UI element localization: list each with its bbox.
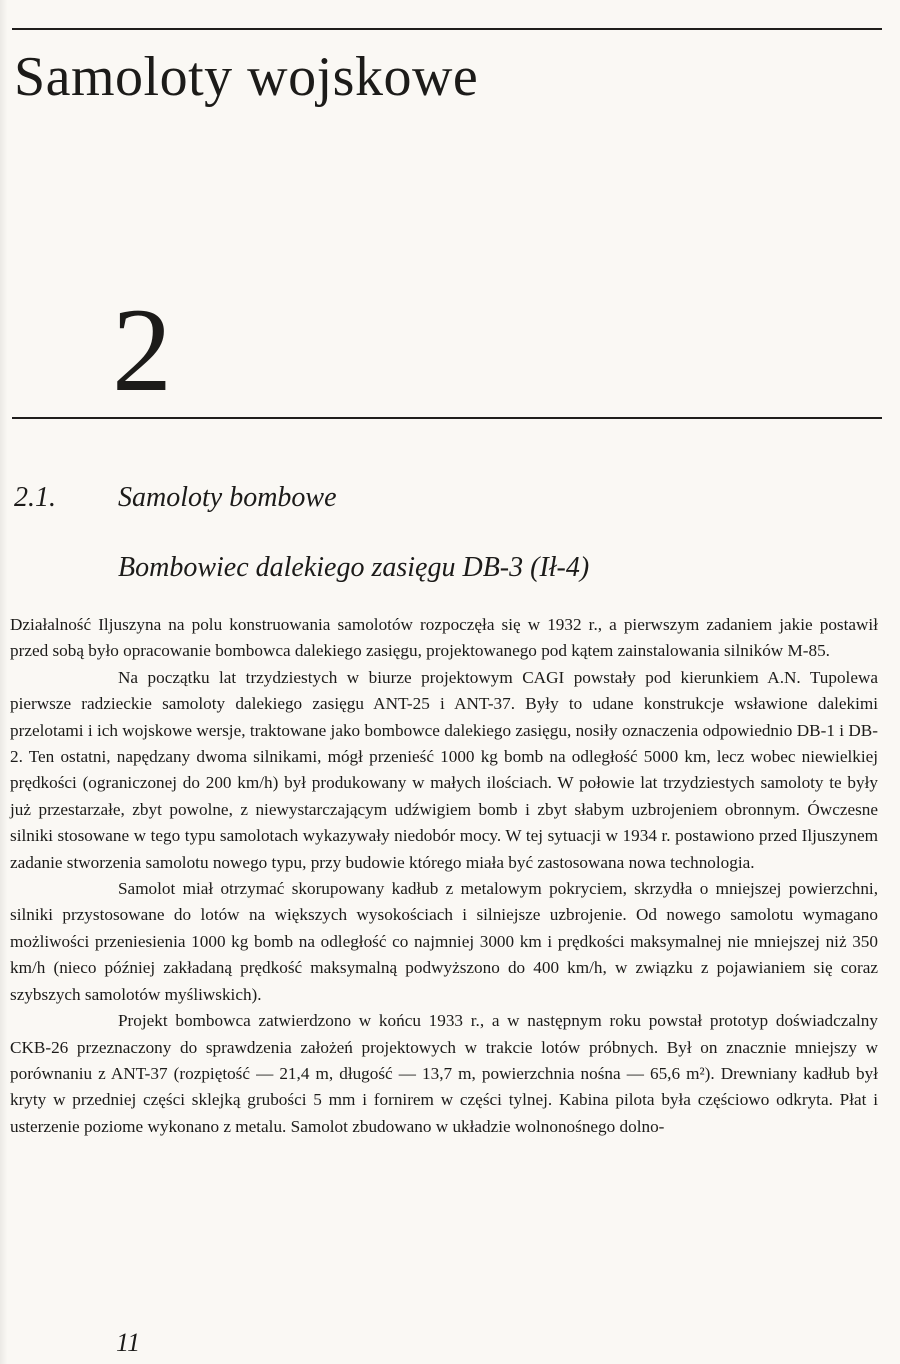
- paragraph: Samolot miał otrzymać skorupowany kadłub z metalowym pokryciem, skrzydła o mniejszej powierzchni, silniki przystosowane do lotów na większych wysokościach i silniejsze uzbrojenie. Od nowego samolotu wymagano możliwości przeniesienia 1000 kg bomb na odległość co najmniej 3000 km i prędkości maksymalnej nie mniejszej niż 350 km/h (nieco później zakładaną prędkość maksymalną podwyższono do 400 km/h, w związku z pojawianiem się coraz szybszych samolotów myśliwskich).: [10, 879, 878, 1004]
- page-edge-shadow: [0, 0, 8, 1364]
- subsection-heading: Bombowiec dalekiego zasięgu DB-3 (Ił-4): [118, 552, 590, 583]
- section-heading: [14, 478, 337, 518]
- body-text: [10, 612, 878, 1140]
- chapter-rule: [12, 417, 882, 419]
- section-number: 2.1.: [14, 482, 56, 513]
- top-rule: [12, 28, 882, 30]
- paragraph: Na początku lat trzydziestych w biurze projektowym CAGI powstały pod kierunkiem A.N. Tupolewa pierwsze radzieckie samoloty dalekiego zasięgu ANT-25 i ANT-37. Były to udane konstrukcje wsławione dalekimi przelotami i ich wojskowe wersje, traktowane jako bombowce dalekiego zasięgu, nosiły oznaczenia odpowiednio DB-1 i DB-2. Ten ostatni, napędzany dwoma silnikami, mógł przenieść 1000 kg bomb na odległość 5000 km, lecz wobec niewielkiej prędkości (ograniczonej do 200 km/h) był produkowany w małych ilościach. W połowie lat trzydziestych samoloty te były już przestarzałe, zbyt powolne, z niewystarczającym udźwigiem bomb i zbyt słabym uzbrojeniem obronnym. Ówczesne silniki stosowane w tego typu samolotach wykazywały niedobór mocy. W tej sytuacji w 1934 r. postawiono przed Iljuszynem zadanie stworzenia samolotu nowego typu, przy budowie którego miała być zastosowana nowa technologia.: [10, 667, 878, 872]
- chapter-title: Samoloty wojskowe: [14, 46, 479, 108]
- paragraph: Projekt bombowca zatwierdzono w końcu 1933 r., a w następnym roku powstał prototyp doświadczalny CKB-26 przeznaczony do sprawdzenia założeń projektowych w trakcie lotów próbnych. Był on znacznie mniejszy w porównaniu z ANT-37 (rozpiętość — 21,4 m, długość — 13,7 m, powierzchnia nośna — 65,6 m²). Drewniany kadłub był kryty w przedniej części sklejką grubości 5 mm i fornirem w części tylnej. Kabina pilota była częściowo odkryta. Płat i usterzenie poziome wykonano z metalu. Samolot zbudowano w układzie wolnonośnego dolno-: [10, 1011, 878, 1136]
- page-number: 11: [116, 1328, 141, 1357]
- paragraph: Działalność Iljuszyna na polu konstruowania samolotów rozpoczęła się w 1932 r., a pierwszym zadaniem jakie postawił przed sobą było opracowanie bombowca dalekiego zasięgu, projektowanego pod kątem zainstalowania silników M-85.: [10, 615, 878, 661]
- section-title: Samoloty bombowe: [118, 482, 337, 513]
- chapter-number: 2: [112, 283, 172, 416]
